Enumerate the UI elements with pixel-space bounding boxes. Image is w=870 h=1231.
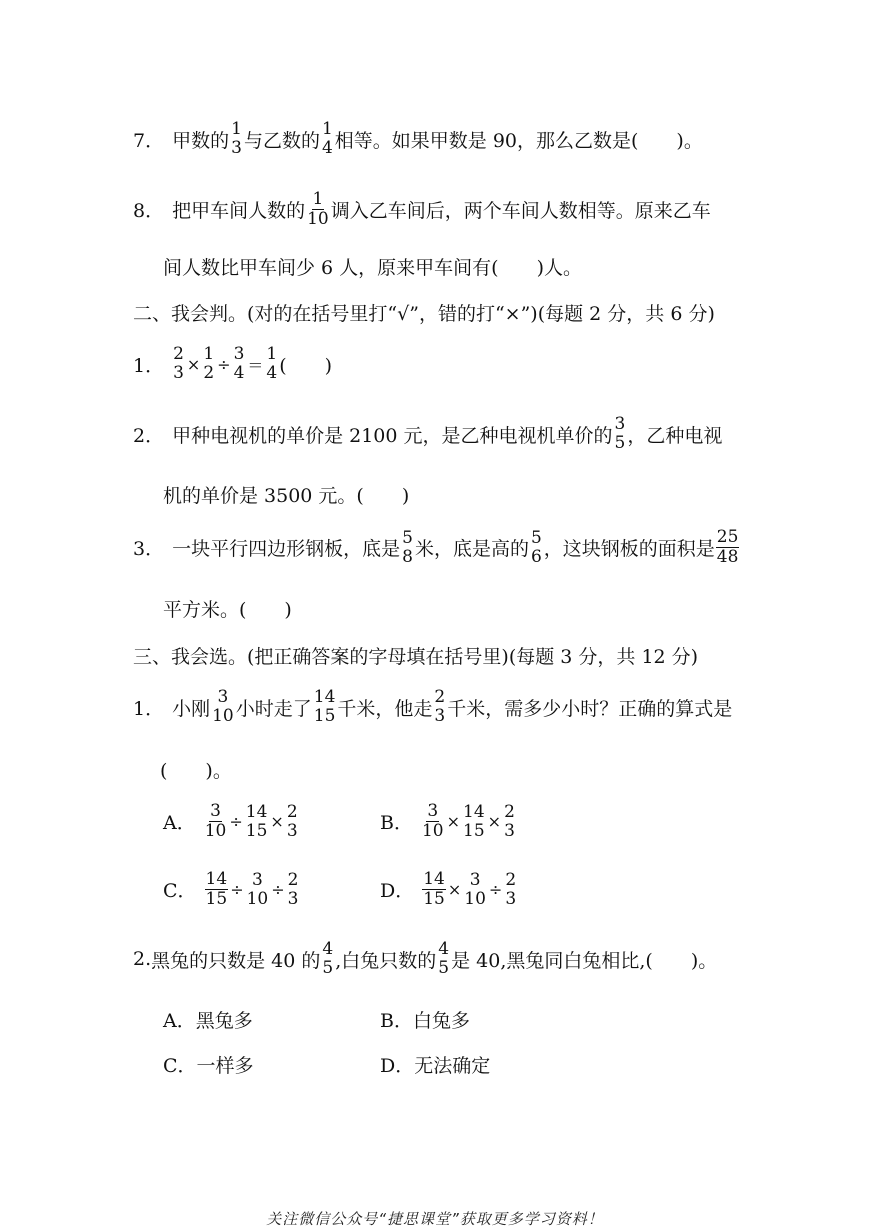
fraction: 1 2 bbox=[203, 344, 215, 383]
section-2-question-1 bbox=[133, 345, 332, 383]
fraction: 2 3 bbox=[287, 869, 299, 909]
operator: × bbox=[447, 880, 462, 899]
question-number: 1． bbox=[133, 697, 165, 720]
section-2-question-3-line2 bbox=[163, 595, 292, 622]
option-label: D． bbox=[380, 880, 415, 902]
question-text: 平方米。( ) bbox=[163, 599, 292, 621]
fraction: 3 10 bbox=[464, 869, 486, 909]
fraction: 14 15 bbox=[463, 801, 485, 841]
question-number: 2． bbox=[133, 424, 165, 447]
fraction: 4 5 bbox=[438, 939, 450, 978]
option-text: D．无法确定 bbox=[380, 1055, 491, 1077]
fraction: 2 3 bbox=[286, 801, 298, 841]
section-title: 三、我会选。(把正确答案的字母填在括号里)(每题 3 分，共 12 分) bbox=[133, 646, 699, 668]
question-text: 米，底是高的 bbox=[414, 538, 529, 560]
question-text: 小刚 bbox=[172, 697, 211, 720]
option-text: B．白兔多 bbox=[380, 1010, 470, 1032]
question-text: 调入乙车间后，两个车间人数相等。原来乙车 bbox=[330, 200, 711, 222]
option-c[interactable] bbox=[163, 1051, 254, 1078]
question-8 bbox=[133, 190, 711, 229]
question-text: 甲数的 bbox=[172, 129, 230, 152]
question-text: 一块平行四边形钢板，底是 bbox=[172, 538, 401, 560]
operator: ÷ bbox=[230, 880, 244, 899]
fraction: 1 4 bbox=[321, 119, 333, 158]
section-3-question-2 bbox=[133, 940, 717, 978]
question-text: ，这块钢板的面积是 bbox=[543, 538, 715, 560]
section-2-title bbox=[133, 299, 715, 326]
operator: ÷ bbox=[229, 812, 243, 831]
section-2-question-2-line2 bbox=[163, 481, 409, 508]
fraction: 14 15 bbox=[313, 687, 336, 726]
question-text: 与乙数的 bbox=[243, 129, 320, 152]
operator: × bbox=[487, 812, 502, 831]
option-label: C． bbox=[163, 880, 197, 902]
option-label: B． bbox=[380, 812, 413, 834]
fraction: 1 4 bbox=[266, 344, 278, 383]
fraction: 2 3 bbox=[434, 687, 446, 726]
operator: ÷ bbox=[217, 354, 231, 374]
footer-promo-text: 关注微信公众号“捷思课堂”获取更多学习资料！ bbox=[266, 1210, 604, 1228]
question-text: 甲种电视机的单价是 2100 元，是乙种电视机单价的 bbox=[172, 424, 613, 447]
fraction: 3 5 bbox=[614, 414, 626, 453]
answer-bracket: ( ) bbox=[279, 354, 333, 377]
operator: × bbox=[446, 812, 461, 831]
section-3-title bbox=[133, 642, 698, 669]
operator: ÷ bbox=[271, 880, 285, 899]
question-text: 小时走了 bbox=[235, 697, 312, 720]
operator: × bbox=[186, 354, 201, 374]
operator: ÷ bbox=[488, 880, 503, 899]
operator: × bbox=[270, 812, 284, 831]
fraction: 1 3 bbox=[231, 119, 242, 158]
option-text: A．黑兔多 bbox=[163, 1010, 253, 1032]
equals-sign: ＝ bbox=[247, 355, 264, 375]
question-number: 2. bbox=[133, 948, 152, 970]
option-b[interactable] bbox=[380, 802, 517, 841]
fraction: 14 15 bbox=[245, 801, 268, 841]
fraction: 2 3 bbox=[173, 344, 184, 383]
question-number: 8． bbox=[133, 200, 165, 222]
question-text: 机的单价是 3500 元。( ) bbox=[163, 485, 410, 507]
fraction: 5 8 bbox=[402, 527, 413, 567]
option-a[interactable] bbox=[163, 1006, 253, 1033]
question-text: ( )。 bbox=[160, 760, 232, 782]
section-2-question-3 bbox=[133, 528, 740, 567]
option-d[interactable] bbox=[380, 870, 518, 909]
fraction: $\frac{3}{10}$ bbox=[204, 801, 227, 841]
question-text: 千米，他走 bbox=[337, 697, 433, 720]
fraction: 25 48 bbox=[716, 527, 739, 567]
section-3-question-1 bbox=[133, 688, 732, 726]
question-text: 黑兔的只数是 40 的 bbox=[151, 949, 321, 972]
section-title: 二、我会判。(对的在括号里打“√”，错的打“×”)(每题 2 分，共 6 分) bbox=[133, 303, 715, 325]
fraction: 2 3 bbox=[504, 801, 515, 841]
fraction: 5 6 bbox=[530, 527, 542, 567]
fraction: 3 10 bbox=[246, 869, 269, 909]
question-number: 1． bbox=[133, 354, 165, 377]
option-d[interactable] bbox=[380, 1051, 490, 1078]
fraction: $\frac{3}{10}$ bbox=[421, 801, 444, 841]
question-text: ,白兔只数的 bbox=[335, 949, 437, 972]
question-text: 把甲车间人数的 bbox=[172, 200, 306, 222]
fraction: $\frac{14}{15}$ bbox=[205, 869, 228, 909]
fraction: 3 4 bbox=[233, 344, 245, 383]
section-3-question-1-line2 bbox=[160, 756, 232, 783]
option-text: C．一样多 bbox=[163, 1055, 254, 1077]
question-number: 3． bbox=[133, 538, 165, 560]
question-8-line2 bbox=[163, 253, 582, 280]
option-a[interactable] bbox=[163, 802, 300, 841]
fraction: 2 3 bbox=[505, 869, 517, 909]
question-text: ，乙种电视 bbox=[627, 424, 723, 447]
question-text: 相等。如果甲数是 90，那么乙数是( )。 bbox=[334, 129, 703, 152]
fraction: $\frac{14}{15}$ bbox=[423, 869, 445, 909]
fraction: 3 10 bbox=[212, 687, 234, 726]
question-number: 7． bbox=[133, 129, 165, 152]
question-7 bbox=[133, 120, 703, 158]
fraction: 1 10 bbox=[307, 189, 329, 229]
question-text: 千米，需多少小时？正确的算式是 bbox=[447, 697, 733, 720]
fraction: 4 5 bbox=[322, 939, 334, 978]
option-c[interactable] bbox=[163, 870, 300, 909]
option-b[interactable] bbox=[380, 1006, 470, 1033]
question-text: 间人数比甲车间少 6 人，原来甲车间有( )人。 bbox=[163, 257, 582, 279]
option-label: A． bbox=[163, 812, 196, 834]
section-2-question-2 bbox=[133, 415, 722, 453]
question-text: 是 40,黑兔同白兔相比,( )。 bbox=[451, 949, 718, 972]
